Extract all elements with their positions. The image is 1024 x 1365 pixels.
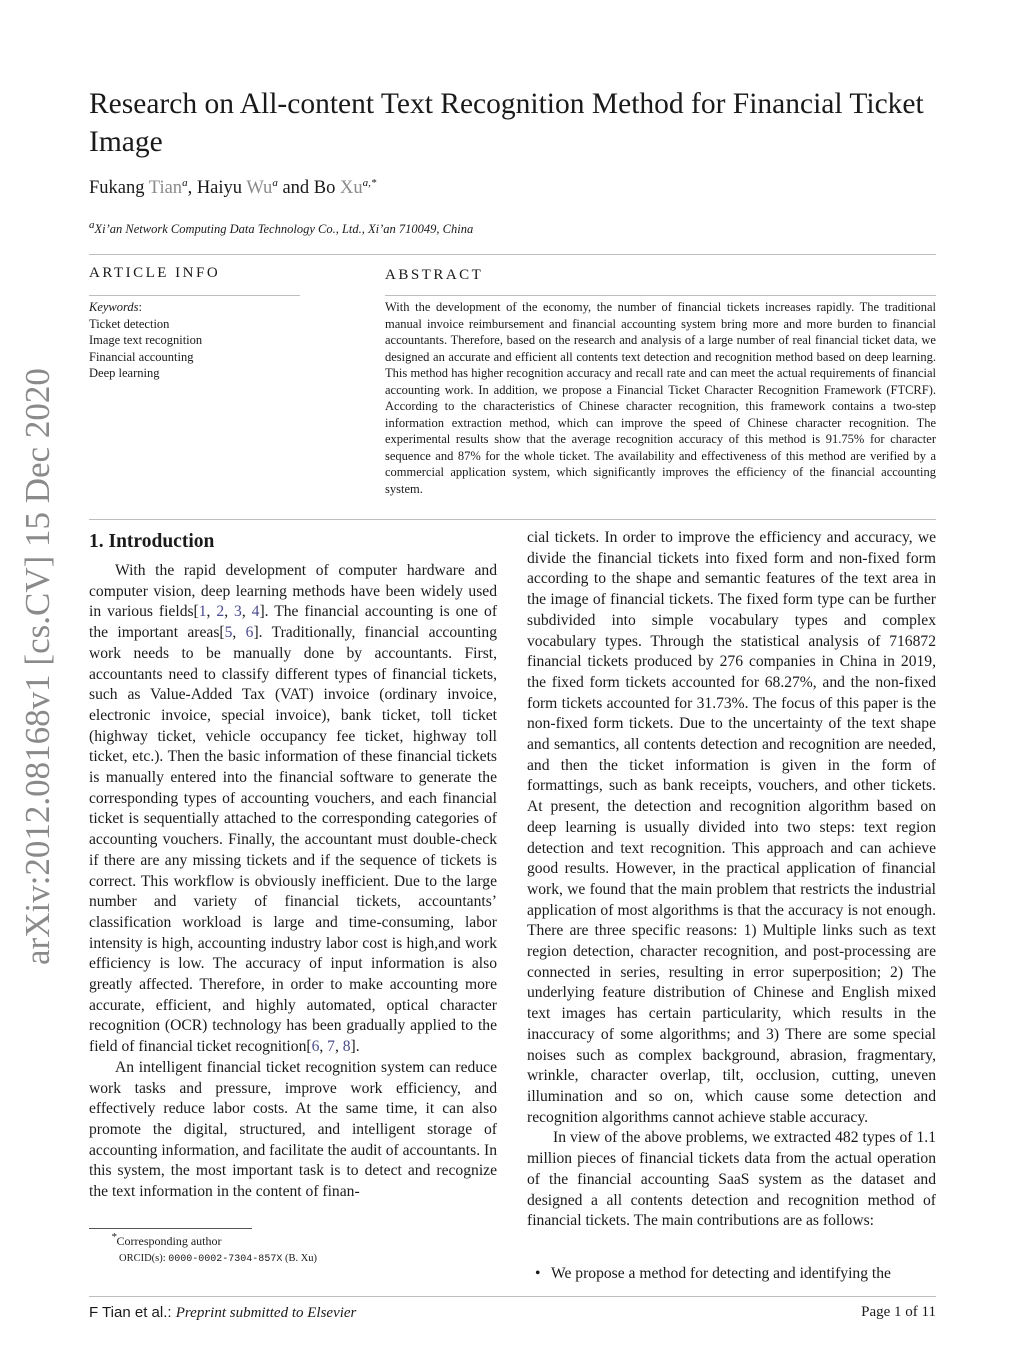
affiliation	[89, 218, 474, 237]
citation-link[interactable]: 6	[245, 624, 254, 642]
paragraph-text: ,	[241, 603, 252, 621]
abstract-text: With the development of the economy, the number of financial tickets increases rapidly. The traditional manual invoice reimbursement and financial accounting system bring more and more burden to financial accountants. Therefore, based on the research and analysis of a large number of real financial ticket data, we designed an accurate and efficient all contents text detection and recognition method based on deep learning. This method has higher recognition accuracy and recall rate and can meet the actual requirements of financial accounting work. In addition, we propose a Financial Ticket Character Recognition Framework (FTCRF). According to the characteristics of Chinese character recognition, this framework contains a two-step information extraction method, which can improve the speed of Chinese character recognition. The experimental results show that the average recognition accuracy of this method is 91.75% for character sequence and 87% for the whole ticket. The availability and effectiveness of this method are verified by a commercial application system, which significantly improves the efficiency of the financial accounting system.	[385, 300, 936, 496]
keyword: Image text recognition	[89, 333, 203, 347]
bullet-marker: •	[535, 1265, 541, 1282]
author-affiliation-mark: a,*	[362, 176, 377, 189]
abstract-heading: ABSTRACT	[385, 267, 484, 283]
author-list	[89, 178, 376, 199]
keywords-label: Keywords	[89, 300, 139, 314]
paragraph-text: ,	[206, 603, 217, 621]
orcid-name: (B. Xu)	[284, 1253, 318, 1264]
author-surname[interactable]: Wu	[246, 178, 273, 198]
affiliation-text: Xi’an Network Computing Data Technology Co., Ltd., Xi’an 710049, China	[94, 222, 474, 236]
paragraph-text: ]. Traditionally, financial accounting work needs to be manually done by accountants. First, accountants need to classify different types of financial tickets, such as Value-Added Tax (VAT) invoice (ordinary invoice, electronic invoice, special invoice), bank ticket, toll ticket (highway ticket, vehicle occupancy fee ticket, highway toll ticket, etc.). Then the basic information of these financial tickets is manually entered into the financial software to generate the corresponding types of accounting vouchers, and each financial ticket is sequentially attached to the corresponding categories of accounting vouchers. Finally, the accountant must double-check if there are any missing tickets and if the sequence of tickets is correct. This workflow is obviously inefficient. Due to the large number and variety of financial tickets, accountants’ classification workload is large and time-consuming, labor intensity is high, accounting industry labor cost is high,and work efficiency is low. The accuracy of input information is also greatly affected. Therefore, in order to make accounting more accurate, efficient, and highly automated, optical character recognition (OCR) technology has been gradually applied to the field of financial ticket recognition[	[89, 624, 497, 1056]
citation-link[interactable]: 1	[198, 603, 207, 621]
paragraph-text: ,	[224, 603, 235, 621]
citation-link[interactable]: 4	[251, 603, 260, 621]
left-column	[89, 561, 497, 1203]
intro-paragraph-1	[89, 561, 497, 1058]
title-divider	[89, 254, 936, 255]
footer-divider	[89, 1296, 936, 1297]
author-affiliation-mark: a	[272, 176, 278, 189]
author-separator: and	[277, 178, 314, 198]
author-given-name: Bo	[313, 178, 340, 198]
keyword: Financial accounting	[89, 349, 194, 364]
citation-link[interactable]: 7	[327, 1038, 335, 1056]
intro-paragraph-3: In view of the above problems, we extracted 482 types of 1.1 million pieces of financial tickets data from the actual operation of the financial accounting SaaS system as the dataset and designed a all contents detection and recognition method of financial tickets. The main contributions are as follows:	[527, 1129, 936, 1230]
paragraph-text: With the rapid development of computer hardware and computer vision, deep learning methods have been widely used in various fields[	[89, 562, 497, 621]
footnote-mark: *	[111, 1231, 117, 1243]
author-given-name: Fukang	[89, 178, 149, 198]
paragraph-text: ,	[334, 1038, 343, 1056]
footnote	[89, 1233, 339, 1268]
abstract-bottom-divider	[89, 519, 936, 520]
paragraph-text: ,	[232, 624, 246, 642]
citation-link[interactable]: 8	[342, 1038, 351, 1056]
orcid-line	[89, 1250, 339, 1268]
keywords-label-line: Keywords:	[89, 300, 143, 314]
arxiv-stamp-text: arXiv:2012.08168v1 [cs.CV] 15 Dec 2020	[18, 368, 57, 965]
citation-link[interactable]: 5	[224, 624, 233, 642]
author-surname[interactable]: Xu	[340, 178, 363, 198]
keyword: Ticket detection	[89, 316, 170, 331]
keywords-block	[89, 299, 299, 382]
author-separator: ,	[187, 178, 197, 198]
footer-citation: F Tian et al.: Preprint submitted to Elsevier	[89, 1304, 357, 1321]
citation-link[interactable]: 2	[216, 603, 225, 621]
author-surname[interactable]: Tian	[148, 178, 183, 198]
intro-paragraph-2-continued: cial tickets. In order to improve the efficiency and accuracy, we divide the financial tickets into fixed form and non-fixed form according to the shape and semantic features of the text area in the image of financial tickets. The fixed form type can be further subdivided into simple vocabulary types and complex vocabulary types. Through the statistical analysis of 716872 financial tickets produced by 276 companies in China in 2019, the fixed form tickets accounted for 68.27%, and the non-fixed form tickets accounted for 31.73%. The focus of this paper is the non-fixed form tickets. Due to the uncertainty of the text shape and semantics, all contents detection and recognition are needed, and then the ticket information is given in the form of formattings, such as bank receipts, vouchers, and other tickets. At present, the detection and recognition algorithm based on deep learning is usually divided into two steps: text region detection and text recognition. This approach and can achieve good results. However, in the practical application of financial work, we found that the main problem that restricts the industrial application of most algorithms is that the accuracy is not enough. There are three specific reasons: 1) Multiple links such as text region detection, character recognition, and post-processing are connected in series, resulting in error superposition; 2) The underlying feature distribution of Chinese and English mixed text images has certain particularity, which results in the inaccuracy of some algorithms; and 3) There are some special noises such as complex background, abrasion, fragmentary, wrinkle, character overlap, tilt, occlusion, cutting, uneven illumination and so on, which cause some detection and recognition algorithms cannot achieve stable accuracy.	[527, 529, 936, 1126]
citation-link[interactable]: 6	[311, 1038, 320, 1056]
arxiv-stamp	[4, 360, 64, 970]
paragraph-text: ,	[319, 1038, 328, 1056]
orcid-id[interactable]: 0000-0002-7304-857X	[168, 1254, 283, 1265]
corresponding-author-note	[89, 1233, 339, 1250]
section-heading-introduction: 1. Introduction	[89, 531, 215, 552]
page-number: Page 1 of 11	[861, 1304, 936, 1320]
footer-authors: F Tian et al.	[89, 1304, 168, 1321]
abstract-divider	[385, 295, 936, 296]
right-column	[527, 528, 936, 1232]
footnote-rule	[89, 1228, 252, 1229]
contribution-bullet: We propose a method for detecting and identifying the	[551, 1265, 891, 1282]
footer-journal: Preprint submitted to Elsevier	[175, 1305, 357, 1321]
paragraph-text: ]. The financial accounting is one of the important areas[	[89, 603, 498, 642]
intro-paragraph-2: An intelligent financial ticket recognition system can reduce work tasks and pressure, improve work efficiency, and effectively reduce labor costs. At the same time, it can also promote the digital, structured, and intelligent storage of accounting information, and facilitate the audit of accountants. In this system, the most important task is to detect and recognize the text information in the content of finan-	[89, 1058, 497, 1201]
orcid-label: ORCID(s):	[119, 1253, 166, 1264]
keyword: Deep learning	[89, 366, 160, 380]
citation-link[interactable]: 3	[234, 603, 242, 621]
paper-title: Research on All-content Text Recognition Method for Financial Ticket Image	[89, 88, 924, 158]
paragraph-text: ].	[350, 1038, 360, 1056]
article-info-heading: ARTICLE INFO	[89, 265, 221, 281]
author-affiliation-mark: a	[182, 176, 188, 189]
author-given-name: Haiyu	[196, 178, 247, 198]
corresponding-author-text: Corresponding author	[116, 1234, 222, 1248]
article-info-divider	[89, 295, 300, 296]
affiliation-mark: a	[89, 218, 95, 231]
